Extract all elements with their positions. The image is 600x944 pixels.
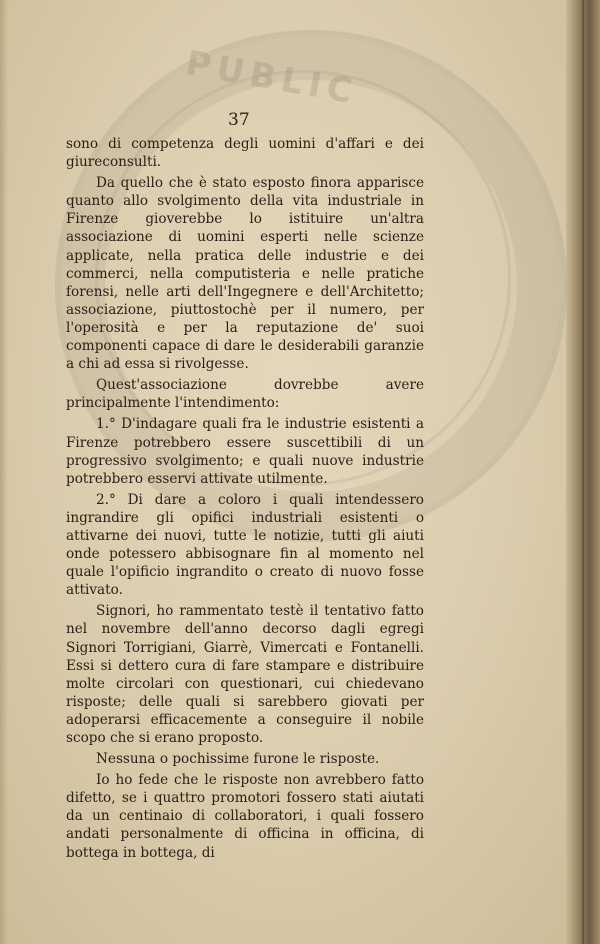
paragraph-1: sono di competenza degli uomini d'affari e dei giureconsulti. <box>66 136 424 171</box>
paragraph-2: Da quello che è stato esposto finora apparisce quanto allo svolgimento della vita industriale in Firenze gioverebbe lo istituire un'altra associazione di uomini esperti nelle scienze applicate, nella pratica delle industrie e dei commerci, nella computisteria e nelle pratiche forensi, nelle arti dell'Ingegnere e dell'Architetto; associazione, piuttostochè per il numero, per l'operosità e per la reputazione de' suoi componenti capace di dare le desiderabili garanzie a chi ad essa si rivolgesse. <box>66 175 424 373</box>
page-number: 37 <box>228 110 250 130</box>
paragraph-4: Signori, ho rammentato testè il tentativo fatto nel novembre dell'anno decorso dagli egregi Signori Torrigiani, Giarrè, Vimercati e Fontanelli. Essi si dettero cura di fare stampare e distribuire molte circolari con questionari, cui chiedevano risposte; delle quali si sarebbero giovati per adoperarsi efficacemente a conseguire il nobile scopo che si erano proposto. <box>66 603 424 746</box>
paragraph-3: Quest'associazione dovrebbe avere principalmente l'intendimento: <box>66 377 424 412</box>
list-item-2: 2.° Di dare a coloro i quali intendessero ingrandire gli opifici industriali esistenti o attivarne dei nuovi, tutte le notizie, tutti gli aiuti onde potessero abbisognare fin al momento nel quale l'opificio ingrandito o creato di nuovo fosse attivato. <box>66 491 424 599</box>
binding-line <box>582 0 584 944</box>
library-stamp-text: PUBLIC <box>182 43 361 113</box>
page-left-edge <box>0 0 8 944</box>
list-item-1: 1.° D'indagare quali fra le industrie esistenti a Firenze potrebbero essere suscettibili di un progressivo svolgimento; e quali nuove industrie potrebbero esservi attivate utilmente. <box>66 416 424 487</box>
paragraph-5: Nessuna o pochissime furone le risposte. <box>96 751 380 768</box>
paragraph-6: Io ho fede che le risposte non avrebbero fatto difetto, se i quattro promotori fossero stati aiutati da un centinaio di collaboratori, i quali fossero andati personalmente di officina in officina, di bottega in bottega, di <box>66 772 424 861</box>
body-text <box>66 135 424 865</box>
